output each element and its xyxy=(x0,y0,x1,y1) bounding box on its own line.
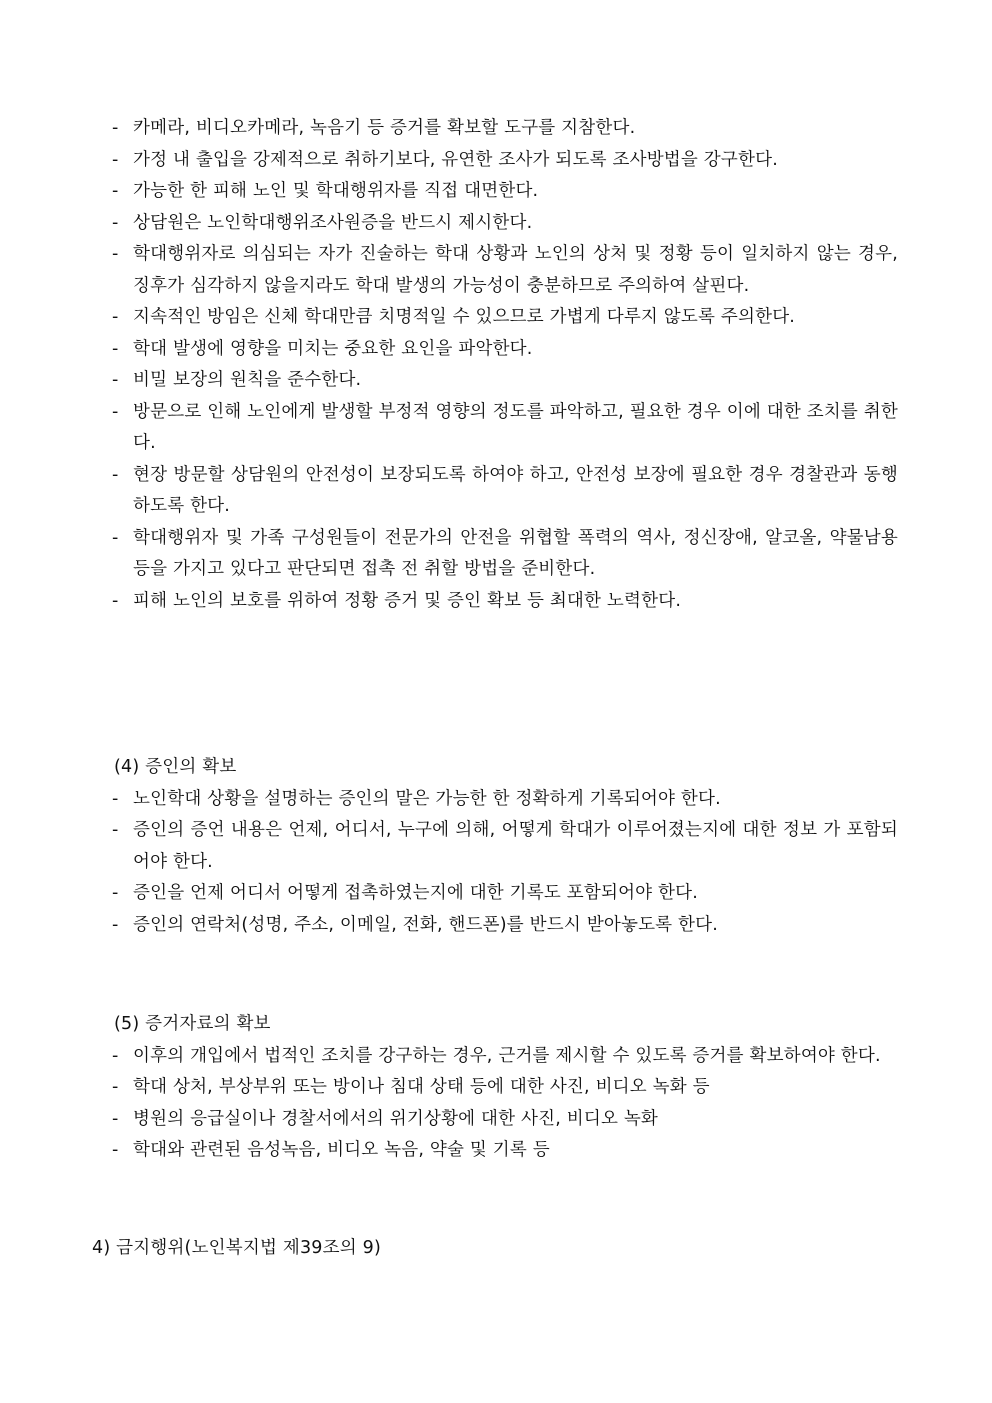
list-item: - 학대행위자로 의심되는 자가 진술하는 학대 상황과 노인의 상처 및 정황 등이 일치하지 않는 경우, 징후가 심각하지 않을지라도 학대 발생의 가능성이 충분하므로 주의하여 살핀다. xyxy=(0,239,992,302)
section-evidence xyxy=(0,1009,992,1167)
bullet-dash: - xyxy=(112,883,119,903)
list-item: - 증인의 증언 내용은 언제, 어디서, 누구에 의해, 어떻게 학대가 이루어졌는지에 대한 정보 가 포함되어야 한다. xyxy=(0,815,992,878)
list-item: - 현장 방문할 상담원의 안전성이 보장되도록 하여야 하고, 안전성 보장에 필요한 경우 경찰관과 동행하도록 한다. xyxy=(0,460,992,523)
list-item: - 학대 발생에 영향을 미치는 중요한 요인을 파악한다. xyxy=(0,334,992,366)
section-witness xyxy=(0,752,992,941)
list-item: - 방문으로 인해 노인에게 발생할 부정적 영향의 정도를 파악하고, 필요한 경우 이에 대한 조치를 취한다. xyxy=(0,397,992,460)
list-item: - 상담원은 노인학대행위조사원증을 반드시 제시한다. xyxy=(0,208,992,240)
bullet-dash: - xyxy=(112,1045,119,1066)
section-prohibited-acts xyxy=(0,1233,992,1265)
precautions-list xyxy=(0,113,992,617)
bullet-dash: - xyxy=(112,307,119,327)
bullet-dash: - xyxy=(112,590,119,611)
list-item: - 이후의 개입에서 법적인 조치를 강구하는 경우, 근거를 제시할 수 있도록 증거를 확보하여야 한다. xyxy=(0,1041,992,1073)
section-heading: (4) 증인의 확보 xyxy=(114,757,237,777)
list-item: - 학대행위자 및 가족 구성원들이 전문가의 안전을 위협할 폭력의 역사, 정신장애, 알코올, 약물남용 등을 가지고 있다고 판단되면 접촉 전 취할 방법을 준비한다. xyxy=(0,523,992,586)
list-item: - 학대 상처, 부상부위 또는 방이나 침대 상태 등에 대한 사진, 비디오 녹화 등 xyxy=(0,1072,992,1104)
section-heading: (5) 증거자료의 확보 xyxy=(114,1014,271,1034)
bullet-dash: - xyxy=(112,244,119,264)
bullet-dash: - xyxy=(112,1140,119,1160)
bullet-dash: - xyxy=(112,338,119,359)
list-item: - 증인의 연락처(성명, 주소, 이메일, 전화, 핸드폰)를 반드시 받아놓도록 한다. xyxy=(0,910,992,942)
bullet-dash: - xyxy=(112,1108,119,1129)
list-item: - 가정 내 출입을 강제적으로 취하기보다, 유연한 조사가 되도록 조사방법을 강구한다. xyxy=(0,145,992,177)
list-item: - 카메라, 비디오카메라, 녹음기 등 증거를 확보할 도구를 지참한다. xyxy=(0,113,992,145)
list-item: - 비밀 보장의 원칙을 준수한다. xyxy=(0,365,992,397)
bullet-dash: - xyxy=(112,914,119,935)
bullet-dash: - xyxy=(112,149,119,170)
list-item: - 지속적인 방임은 신체 학대만큼 치명적일 수 있으므로 가볍게 다루지 않도록 주의한다. xyxy=(0,302,992,334)
bullet-dash: - xyxy=(112,370,119,390)
list-item: - 증인을 언제 어디서 어떻게 접촉하였는지에 대한 기록도 포함되어야 한다. xyxy=(0,878,992,910)
bullet-dash: - xyxy=(112,820,119,840)
list-item: - 병원의 응급실이나 경찰서에서의 위기상황에 대한 사진, 비디오 녹화 xyxy=(0,1104,992,1136)
bullet-dash: - xyxy=(112,464,119,485)
bullet-dash: - xyxy=(112,118,119,138)
bullet-dash: - xyxy=(112,401,119,422)
list-item: - 노인학대 상황을 설명하는 증인의 말은 가능한 한 정확하게 기록되어야 한다. xyxy=(0,784,992,816)
bullet-dash: - xyxy=(112,788,119,809)
list-item: - 가능한 한 피해 노인 및 학대행위자를 직접 대면한다. xyxy=(0,176,992,208)
main-heading: 4) 금지행위(노인복지법 제39조의 9) xyxy=(92,1238,381,1258)
bullet-dash: - xyxy=(112,1077,119,1097)
bullet-dash: - xyxy=(112,181,119,201)
list-item: - 학대와 관련된 음성녹음, 비디오 녹음, 약술 및 기록 등 xyxy=(0,1135,992,1167)
bullet-dash: - xyxy=(112,212,119,233)
list-item: - 피해 노인의 보호를 위하여 정황 증거 및 증인 확보 등 최대한 노력한다. xyxy=(0,586,992,618)
bullet-dash: - xyxy=(112,527,119,548)
